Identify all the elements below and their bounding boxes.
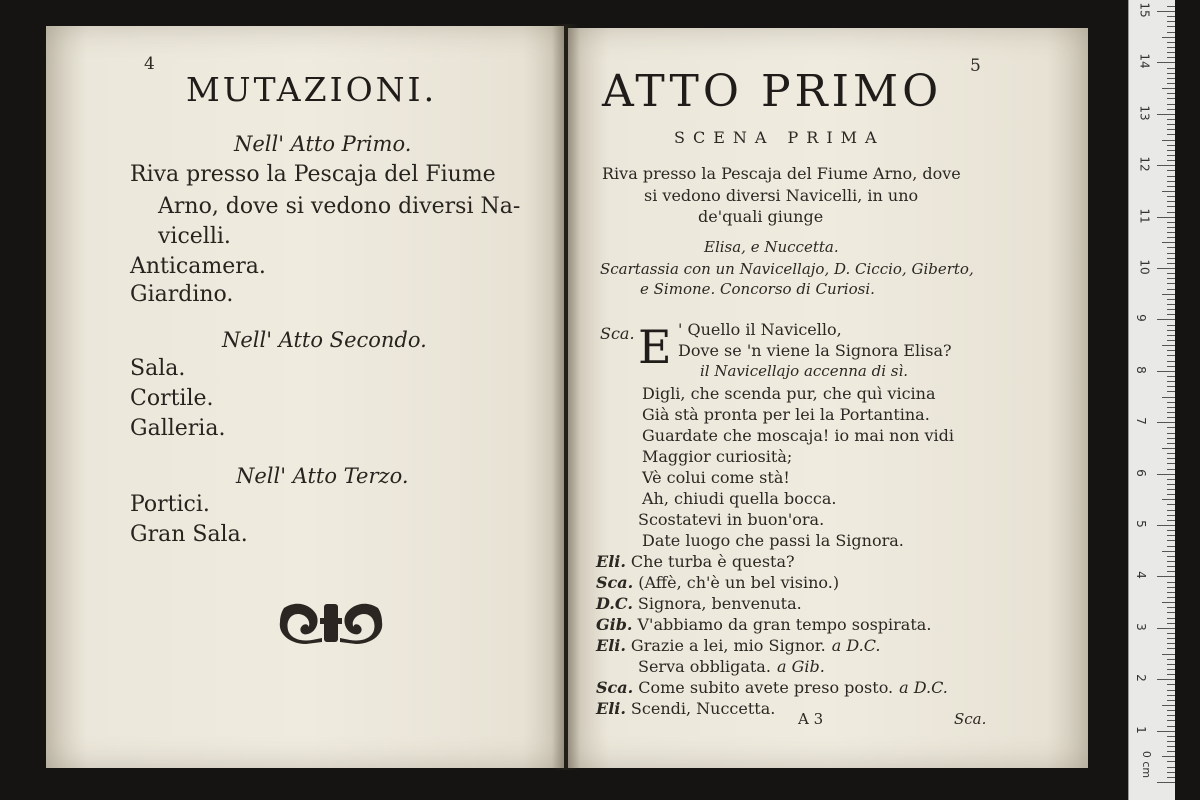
ruler-tick [1167, 278, 1175, 279]
ruler-tick [1167, 57, 1175, 58]
ruler-number: 9 [1133, 314, 1148, 323]
ruler-tick [1167, 540, 1175, 541]
page-number: 5 [970, 56, 981, 76]
ruler-tick [1167, 571, 1175, 572]
ruler-tick [1167, 119, 1175, 120]
ruler-number: 8 [1133, 365, 1148, 374]
ruler-tick [1157, 62, 1175, 63]
ruler-tick [1167, 751, 1175, 752]
speaker-label: Eli. [596, 552, 626, 571]
cast-line: Scartassia con un Navicellajo, D. Ciccio, Giberto, [600, 260, 974, 278]
setting-line: si vedono diversi Navicelli, in uno [644, 186, 919, 205]
ruler-tick [1167, 546, 1175, 547]
ruler-tick [1167, 98, 1175, 99]
ruler-tick [1162, 345, 1175, 346]
ruler-tick [1167, 746, 1175, 747]
ruler-tick [1167, 777, 1175, 778]
ruler-tick [1167, 150, 1175, 151]
scene-line: vicelli. [158, 224, 231, 249]
ruler-tick [1157, 525, 1175, 526]
ruler-tick [1167, 186, 1175, 187]
ruler-tick [1167, 638, 1175, 639]
ruler-tick [1162, 499, 1175, 500]
ruler-tick [1167, 391, 1175, 392]
ruler-tick [1167, 232, 1175, 233]
ruler-tick [1167, 104, 1175, 105]
ruler-tick [1157, 371, 1175, 372]
ruler-tick [1167, 32, 1175, 33]
ruler-tick [1167, 21, 1175, 22]
ruler-number: 14 [1137, 53, 1152, 70]
line-text: Maggior curiosità; [642, 447, 793, 466]
ruler-tick [1157, 268, 1175, 269]
ruler-number: 13 [1137, 105, 1152, 121]
ruler-tick [1167, 47, 1175, 48]
ruler-tick [1167, 669, 1175, 670]
ruler-tick [1167, 325, 1175, 326]
ruler-tick [1167, 16, 1175, 17]
ruler-tick [1167, 129, 1175, 130]
ruler-tick [1167, 134, 1175, 135]
ruler-tick [1167, 674, 1175, 675]
ruler-tick [1162, 654, 1175, 655]
line-text: Scostatevi in buon'ora. [638, 510, 825, 529]
verse-line: Dove se 'n viene la Signora Elisa? [678, 341, 952, 360]
scene-line: Arno, dove si vedono diversi Na- [158, 194, 521, 219]
dialogue-line [596, 594, 802, 613]
act-label: Nell' Atto Primo. [234, 132, 412, 156]
ruler-tick [1167, 402, 1175, 403]
cast-line: Elisa, e Nuccetta. [704, 238, 839, 256]
ruler-tick [1167, 355, 1175, 356]
ruler-tick [1167, 458, 1175, 459]
setting-line: Riva presso la Pescaja del Fiume Arno, dove [602, 164, 961, 183]
ruler-number: 12 [1137, 156, 1152, 172]
ruler-tick [1167, 407, 1175, 408]
ruler-tick [1157, 679, 1175, 680]
ruler-tick [1167, 386, 1175, 387]
ruler-tick [1167, 587, 1175, 588]
ruler-tick [1167, 289, 1175, 290]
ruler-tick [1162, 140, 1175, 141]
ruler-number: 15 [1137, 2, 1152, 18]
ruler-tick [1167, 772, 1175, 773]
ruler-tick [1167, 690, 1175, 691]
ruler-tick [1167, 504, 1175, 505]
ruler-tick [1167, 484, 1175, 485]
speaker-label: Sca. [596, 678, 634, 697]
ruler-tick [1167, 592, 1175, 593]
stage-direction: il Navicellajo accenna di sì. [700, 362, 909, 380]
verse-line [638, 510, 824, 529]
ruler-tick [1167, 381, 1175, 382]
ruler-tick [1167, 535, 1175, 536]
speaker-label: Gib. [596, 615, 633, 634]
ruler-tick [1167, 643, 1175, 644]
ruler-tick [1167, 561, 1175, 562]
measurement-ruler [1128, 0, 1175, 800]
dialogue-line [596, 615, 931, 634]
line-text: Vè colui come stà! [642, 468, 790, 487]
ruler-number: 10 [1137, 259, 1152, 275]
ruler-tick [1167, 582, 1175, 583]
ruler-number: 1 [1133, 725, 1148, 734]
ruler-tick [1167, 181, 1175, 182]
ruler-tick [1167, 206, 1175, 207]
ruler-tick [1167, 412, 1175, 413]
ruler-tick [1167, 597, 1175, 598]
ruler-tick [1157, 782, 1175, 783]
ruler-tick [1167, 237, 1175, 238]
speaker-label: Sca. [600, 324, 635, 343]
ruler-tick [1167, 489, 1175, 490]
scene-line: Riva presso la Pescaja del Fiume [130, 162, 496, 187]
ruler-tick [1157, 217, 1175, 218]
ruler-tick [1157, 628, 1175, 629]
ruler-tick [1167, 684, 1175, 685]
ruler-number: 5 [1133, 520, 1148, 528]
ruler-tick [1167, 253, 1175, 254]
ruler-tick [1157, 165, 1175, 166]
ruler-tick [1167, 510, 1175, 511]
ruler-tick [1167, 258, 1175, 259]
ruler-tick [1167, 767, 1175, 768]
ruler-tick [1162, 397, 1175, 398]
page-title: MUTAZIONI. [186, 70, 438, 109]
ruler-tick [1167, 340, 1175, 341]
ruler-tick [1167, 52, 1175, 53]
scene-line: Giardino. [130, 282, 234, 307]
stage-direction: a D.C. [831, 636, 881, 655]
ruler-tick [1167, 664, 1175, 665]
ruler-tick [1167, 736, 1175, 737]
dialogue-line [596, 573, 839, 592]
ruler-tick [1167, 515, 1175, 516]
line-text: Signora, benvenuta. [637, 594, 802, 613]
ruler-tick [1162, 602, 1175, 603]
line-text: Serva obbligata. [638, 657, 771, 676]
ruler-tick [1167, 633, 1175, 634]
ruler-tick [1167, 761, 1175, 762]
ruler-tick [1167, 330, 1175, 331]
line-text: Ah, chiudi quella bocca. [642, 489, 837, 508]
ruler-tick [1167, 361, 1175, 362]
ruler-tick [1167, 201, 1175, 202]
ruler-tick [1162, 756, 1175, 757]
line-text: Che turba è questa? [630, 552, 795, 571]
ruler-tick [1162, 551, 1175, 552]
ruler-tick [1167, 247, 1175, 248]
dialogue-line [596, 552, 795, 571]
scene-line: Sala. [130, 356, 186, 381]
ruler-tick [1167, 741, 1175, 742]
ruler-tick [1162, 88, 1175, 89]
line-text: Date luogo che passi la Signora. [642, 531, 904, 550]
ruler-tick [1162, 242, 1175, 243]
ruler-tick [1167, 607, 1175, 608]
ruler-number: 6 [1133, 468, 1148, 477]
ruler-tick [1167, 145, 1175, 146]
ruler-tick [1167, 83, 1175, 84]
verse-line [642, 426, 954, 445]
ruler-tick [1167, 710, 1175, 711]
ruler-tick [1162, 37, 1175, 38]
ruler-number: 2 [1133, 674, 1148, 683]
ruler-tick [1162, 294, 1175, 295]
ruler-tick [1167, 196, 1175, 197]
ruler-tick [1167, 443, 1175, 444]
ruler-tick [1167, 715, 1175, 716]
ruler-tick [1167, 520, 1175, 521]
ruler-tick [1167, 93, 1175, 94]
verse-line [642, 384, 935, 403]
verse-line [642, 405, 930, 424]
ruler-tick [1167, 366, 1175, 367]
ruler-tick [1167, 453, 1175, 454]
ruler-tick [1167, 283, 1175, 284]
cast-line: e Simone. Concorso di Curiosi. [640, 280, 875, 298]
ruler-tick [1167, 700, 1175, 701]
scene-heading: SCENA PRIMA [674, 128, 885, 147]
ruler-tick [1167, 170, 1175, 171]
drop-cap: E [638, 320, 672, 374]
ruler-tick [1157, 11, 1175, 12]
ruler-tick [1167, 433, 1175, 434]
ruler-tick [1167, 304, 1175, 305]
ruler-tick [1167, 376, 1175, 377]
scene-line: Gran Sala. [130, 522, 248, 547]
ruler-tick [1157, 422, 1175, 423]
ruler-tick [1167, 73, 1175, 74]
ruler-tick [1167, 469, 1175, 470]
line-text: Guardate che moscaja! io mai non vidi [642, 426, 954, 445]
stage-direction: a Gib. [776, 657, 825, 676]
speaker-label: Sca. [596, 573, 634, 592]
dialogue-line [596, 678, 948, 697]
dialogue-line [638, 657, 825, 676]
ruler-number: 11 [1137, 207, 1152, 224]
ruler-tick [1157, 319, 1175, 320]
scene-line: Cortile. [130, 386, 214, 411]
ruler-tick [1167, 68, 1175, 69]
setting-line: de'quali giunge [698, 207, 824, 226]
ruler-tick [1167, 176, 1175, 177]
ruler-tick [1167, 648, 1175, 649]
ruler-tick [1167, 494, 1175, 495]
ruler-tick [1167, 263, 1175, 264]
ruler-tick [1167, 438, 1175, 439]
ruler-tick [1167, 479, 1175, 480]
verse-line [642, 531, 904, 550]
ruler-tick [1167, 463, 1175, 464]
ruler-tick [1167, 556, 1175, 557]
dialogue-line [596, 699, 775, 718]
ruler-tick [1162, 448, 1175, 449]
page-number: 4 [144, 54, 155, 74]
ruler-tick [1167, 612, 1175, 613]
ruler-tick [1167, 417, 1175, 418]
ruler-tick [1157, 474, 1175, 475]
verse-line [642, 489, 836, 508]
line-text: Digli, che scenda pur, che quì vicina [642, 384, 936, 403]
line-text: Scendi, Nuccetta. [630, 699, 776, 718]
ruler-tick [1167, 78, 1175, 79]
verse-line: ' Quello il Navicello, [678, 320, 842, 339]
catchword: Sca. [954, 710, 987, 728]
ruler-number: 3 [1133, 622, 1148, 631]
ruler-tick [1167, 109, 1175, 110]
ruler-tick [1167, 155, 1175, 156]
line-text: Già stà pronta per lei la Portantina. [642, 405, 930, 424]
act-label: Nell' Atto Terzo. [236, 464, 409, 488]
scene-line: Portici. [130, 492, 210, 517]
ruler-tick [1167, 314, 1175, 315]
ruler-tick [1167, 273, 1175, 274]
ruler-tick [1167, 726, 1175, 727]
ruler-number: 7 [1133, 417, 1148, 426]
speaker-label: Eli. [596, 636, 626, 655]
line-text: V'abbiamo da gran tempo sospirata. [637, 615, 932, 634]
ruler-tick [1167, 659, 1175, 660]
ruler-tick [1167, 6, 1175, 7]
ruler-tick [1167, 299, 1175, 300]
ruler-tick [1167, 618, 1175, 619]
speaker-label: Eli. [596, 699, 626, 718]
ruler-tick [1167, 212, 1175, 213]
speaker-label: D.C. [596, 594, 633, 613]
verse-line [642, 468, 790, 487]
ruler-tick [1167, 335, 1175, 336]
line-text: (Affè, ch'è un bel visino.) [638, 573, 840, 592]
left-page [46, 26, 564, 768]
ruler-tick [1167, 530, 1175, 531]
ruler-tick [1167, 222, 1175, 223]
ruler-tick [1157, 114, 1175, 115]
ruler-tick [1167, 695, 1175, 696]
ruler-tick [1162, 191, 1175, 192]
ruler-number: 4 [1133, 571, 1148, 580]
ruler-tick [1167, 566, 1175, 567]
ruler-tick [1157, 731, 1175, 732]
dialogue-line [596, 636, 880, 655]
line-text: Grazie a lei, mio Signor. [630, 636, 826, 655]
page-title: ATTO PRIMO [602, 66, 943, 117]
ruler-tick [1167, 309, 1175, 310]
fleuron-ornament-icon [276, 598, 386, 646]
ruler-tick [1167, 350, 1175, 351]
verse-line [642, 447, 792, 466]
scene-line: Anticamera. [130, 254, 266, 279]
ruler-tick [1167, 427, 1175, 428]
signature-mark: A 3 [798, 710, 824, 728]
ruler-tick [1167, 124, 1175, 125]
ruler-tick [1157, 576, 1175, 577]
ruler-tick [1167, 26, 1175, 27]
act-label: Nell' Atto Secondo. [222, 328, 427, 352]
scene-line: Galleria. [130, 416, 226, 441]
ruler-tick [1167, 227, 1175, 228]
ruler-tick [1167, 42, 1175, 43]
ruler-unit-label: 0 cm [1140, 750, 1154, 779]
stage-direction: a D.C. [899, 678, 948, 697]
line-text: Come subito avete preso posto. [638, 678, 894, 697]
ruler-tick [1167, 160, 1175, 161]
right-page [568, 28, 1088, 768]
ruler-tick [1167, 720, 1175, 721]
ruler-tick [1162, 705, 1175, 706]
ruler-tick [1167, 623, 1175, 624]
